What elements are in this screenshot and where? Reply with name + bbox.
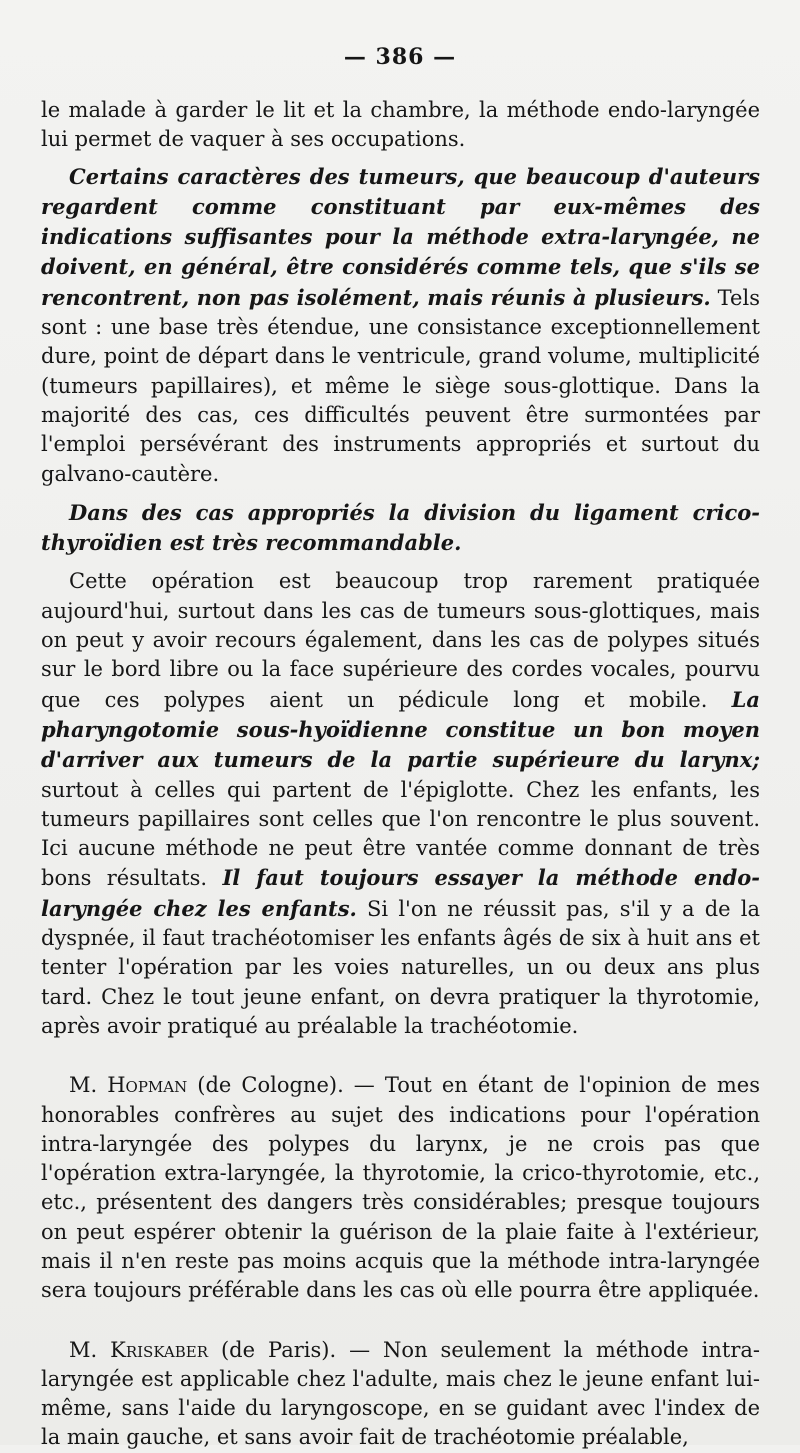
paragraph-text: Tels sont : une base très étendue, une consistance exceptionnellement dure, point de départ dans le ventricule, grand volume, multiplicité (tumeurs papillaires), et même le siège sous-glottique. Dans la majorité des cas, ces difficultés peuvent être surmontées par l'emploi persévérant des instruments appropriés et surtout du galvano-cautère. (41, 285, 760, 486)
speaker-name: M. Hopman (69, 1073, 188, 1098)
emphasized-conclusion: Dans des cas appropriés la division du ligament crico-thyroïdien est très recommandable. (41, 499, 760, 556)
paragraph-text: Cette opération est beaucoup trop rarement pratiquée aujourd'hui, surtout dans les cas de tumeurs sous-glottiques, mais on peut y avoir recours également, dans les cas de polypes situés sur le bord libre ou la face supérieure des cordes vocales, pourvu que ces polypes aient un pédicule long et mobile. (41, 569, 760, 712)
paragraph-hopman (41, 1071, 760, 1305)
paragraph-text: (de Cologne). — Tout en étant de l'opinion de mes honorables confrères au sujet des indications pour l'opération intra-laryngée des polypes du larynx, je ne crois pas que l'opération extra-laryngée, la thyrotomie, la crico-thyrotomie, etc., etc., présentent des dangers très considérables; presque toujours on peut espérer obtenir la guérison de la plaie faite à l'extérieur, mais il n'en reste pas moins acquis que la méthode intra-laryngée sera toujours préférable dans les cas où elle pourra être appliquée. (41, 1073, 760, 1303)
emphasized-conclusion: La pharyngotomie sous-hyoïdienne constitue un bon moyen d'arriver aux tumeurs de la partie supérieure du larynx; (41, 686, 760, 773)
speaker-name: M. Kriskaber (69, 1337, 209, 1362)
paragraph-continuation (41, 96, 760, 155)
page-body (41, 96, 760, 1453)
emphasized-conclusion: Certains caractères des tumeurs, que beaucoup d'auteurs regardent comme constituant par eux-mêmes des indications suffisantes pour la méthode extra-laryngée, ne doivent, en général, être considérés comme tels, que s'ils se rencontrent, non pas isolément, mais réunis à plusieurs. (41, 163, 760, 310)
paragraph-ligament-division (41, 498, 760, 559)
paragraph-text: Si l'on ne réussit pas, s'il y a de la dyspnée, il faut trachéotomiser les enfants âgés de six à huit ans et tenter l'opération par les voies naturelles, un ou deux ans plus tard. Chez le tout jeune enfant, on devra pratiquer la thyrotomie, après avoir pratiqué au préalable la trachéotomie. (41, 896, 760, 1038)
paragraph-text: le malade à garder le lit et la chambre, la méthode endo-laryngée lui permet de vaquer à ses occupations. (41, 98, 760, 152)
paragraph-text: surtout à celles qui partent de l'épiglotte. Chez les enfants, les tumeurs papillaires sont celles que l'on rencontre le plus souvent. Ici aucune méthode ne peut être vantée comme donnant de très bons résultats. (41, 777, 760, 891)
emphasized-conclusion: Il faut toujours essayer la méthode endo-laryngée chez les enfants. (41, 865, 760, 921)
page-number: — 386 — (343, 44, 457, 70)
paragraph-operation (41, 567, 760, 1041)
paragraph-text: (de Paris). — Non seulement la méthode intra-laryngée est applicable chez l'adulte, mais chez le jeune enfant lui-même, sans l'aide du laryngoscope, en se guidant avec l'index de la main gauche, et sans avoir fait de trachéotomie préalable, (41, 1337, 761, 1450)
paragraph-tumor-characteristics (41, 162, 760, 489)
paragraph-kriskaber (41, 1336, 760, 1453)
